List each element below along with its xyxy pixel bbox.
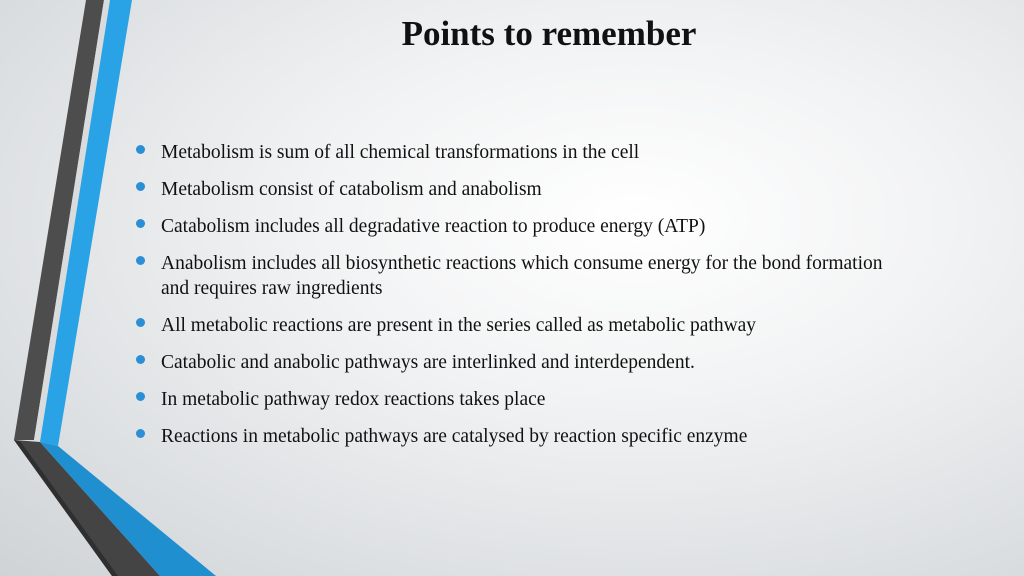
- list-item: [132, 424, 892, 449]
- bullet-icon: [136, 145, 145, 154]
- list-item: [132, 214, 892, 239]
- bullet-icon: [136, 355, 145, 364]
- list-item: [132, 177, 892, 202]
- list-item-text: Metabolism is sum of all chemical transformations in the cell: [161, 142, 640, 163]
- page-title: Points to remember: [401, 14, 697, 53]
- bullet-icon: [136, 318, 145, 327]
- list-item-text: In metabolic pathway redox reactions takes place: [161, 389, 546, 410]
- light-stripe: [34, 0, 110, 442]
- list-item-text: Metabolism consist of catabolism and anabolism: [161, 179, 542, 200]
- list-item-text: Catabolic and anabolic pathways are interlinked and interdependent.: [161, 352, 695, 373]
- bullet-icon: [136, 182, 145, 191]
- bullet-icon: [136, 256, 145, 265]
- list-item-text: Anabolism includes all biosynthetic reactions which consume energy for the bond formation and requires raw ingredients: [161, 253, 883, 299]
- list-item: [132, 387, 892, 412]
- list-item: [132, 251, 892, 301]
- list-item: [132, 140, 892, 165]
- list-item: [132, 350, 892, 375]
- list-item-text: Catabolism includes all degradative reaction to produce energy (ATP): [161, 216, 706, 237]
- bullet-icon: [136, 392, 145, 401]
- bullet-list: [132, 140, 892, 461]
- list-item-text: Reactions in metabolic pathways are catalysed by reaction specific enzyme: [161, 426, 748, 447]
- bullet-icon: [136, 219, 145, 228]
- list-item-text: All metabolic reactions are present in the series called as metabolic pathway: [161, 315, 757, 336]
- list-item: [132, 313, 892, 338]
- bullet-icon: [136, 429, 145, 438]
